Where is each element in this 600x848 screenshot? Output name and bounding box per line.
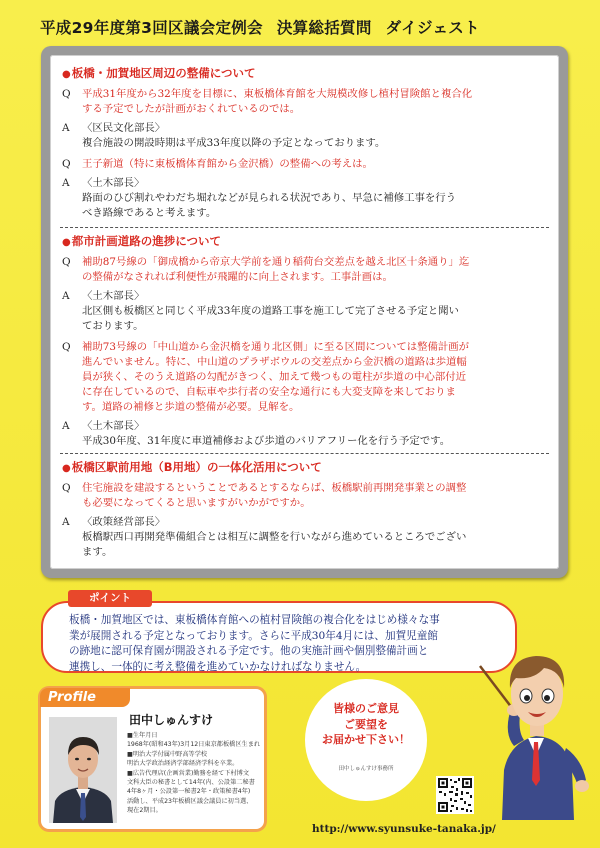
- whiteboard-surface: [50, 55, 559, 569]
- title-session: 平成29年度第3回区議会定例会: [40, 19, 263, 37]
- point-text: 板橋・加賀地区では、東板橋体育館への植村冒険館の複合化をはじめ様々な事 業が展開される予定となっております。さらに平成30年4月には、加賀児童館 の跡地に認可保育園が開設される予定です。他の実施計画や個別整備計画と 連携し、一体的に考え整備を進めていかなければなりません。: [69, 614, 440, 673]
- a-mark: A: [62, 122, 70, 134]
- q-mark: Q: [62, 158, 71, 170]
- a-mark: A: [62, 177, 70, 189]
- answer-block: [62, 419, 549, 449]
- question-block: [62, 87, 549, 117]
- answer-role: 〈土木部長〉: [82, 177, 145, 189]
- section-itabashi-kaga: [62, 65, 549, 221]
- profile-info: ■生年月日 1968年(昭和43年)3月12日東京都板橋区生まれ ■明治大学付属中野高等学校 明治大学政治経済学部経済学科を卒業。 ■広告代理店(企画営業)勤務を経て下村博文 文科大臣の秘書として14年(内、公設第二秘書 4年8ヶ月・公設第一秘書2年・政策秘書4年) 活動し、平成23年板橋区議会議員に初当選、 現在2期目。: [127, 732, 261, 815]
- point-label: ポイント: [68, 590, 152, 607]
- question-block: [62, 340, 549, 415]
- website-url[interactable]: http://www.syunsuke-tanaka.jp/: [312, 823, 496, 835]
- title-digest: ダイジェスト: [385, 19, 480, 37]
- page-title: [40, 16, 480, 38]
- profile-tab: Profile: [40, 688, 130, 707]
- contact-circle: [305, 679, 427, 801]
- q-mark: Q: [62, 341, 71, 353]
- question-text: 王子新道（特に東板橋体育館から金沢橋）の整備への考えは。: [82, 158, 373, 170]
- answer-text: 平成30年度、31年度に車道補修および歩道のバリアフリー化を行う予定です。: [82, 435, 451, 447]
- q-mark: Q: [62, 482, 71, 494]
- point-box: [41, 601, 517, 673]
- question-text: 補助73号線の「中山道から金沢橋を通り北区側」に至る区間については整備計画が 進んでいません。特に、中山道のプラザボウルの交差点から金沢橋の道路は歩道幅 員が狭く、そのうえ道路の勾配がきつく、加えて幾つもの電柱が歩道の中心部付近 に存在しているので、自転車や歩行者の安全な通行にも大変支障を来しておりま す。道路の補修と歩道の整備が必要。見解を。: [82, 341, 470, 413]
- office-name: 田中しゅんすけ事務所: [338, 766, 394, 772]
- answer-block: [62, 176, 549, 221]
- q-mark: Q: [62, 256, 71, 268]
- profile-photo: [49, 717, 117, 823]
- a-mark: A: [62, 290, 70, 302]
- profile-card: [41, 689, 264, 829]
- contact-message: 皆様のご意見 ご要望を お届かせ下さい！: [322, 702, 410, 746]
- section-title: ●板橋・加賀地区周辺の整備について: [62, 66, 256, 80]
- title-question: 決算総括質問: [276, 19, 372, 37]
- whiteboard: [41, 46, 568, 578]
- question-block: [62, 481, 549, 511]
- section-title: ●都市計画道路の進捗について: [62, 234, 222, 248]
- q-mark: Q: [62, 88, 71, 100]
- section-divider: [60, 453, 549, 454]
- question-text: 平成31年度から32年度を目標に、東板橋体育館を大規模改修し植村冒険館と複合化 する予定でしたが計画がおくれているのでは。: [82, 88, 473, 115]
- question-text: 補助87号線の「御成橋から帝京大学前を通り稲荷台交差点を越え北区十条通り」迄 の整備がなされれば利便性が飛躍的に向上されます。工事計画は。: [82, 256, 470, 283]
- question-text: 住宅施設を建設するということであるとするならば、板橋駅前再開発事業との調整 も必要になってくると思いますがいかがですか。: [82, 482, 467, 509]
- answer-role: 〈土木部長〉: [82, 290, 145, 302]
- section-divider: [60, 227, 549, 228]
- cartoon-character-illustration: [474, 630, 594, 820]
- answer-block: [62, 515, 549, 560]
- a-mark: A: [62, 420, 70, 432]
- answer-role: 〈土木部長〉: [82, 420, 145, 432]
- section-title: ●板橋区駅前用地（B用地）の一体化活用について: [62, 460, 322, 474]
- answer-role: 〈政策経営部長〉: [82, 516, 166, 528]
- a-mark: A: [62, 516, 70, 528]
- answer-role: 〈区民文化部長〉: [82, 122, 166, 134]
- section-city-planning-roads: [62, 233, 549, 449]
- answer-text: 板橋駅西口再開発準備組合とは相互に調整を行いながら進めているところでござい ます。: [82, 531, 467, 558]
- answer-block: [62, 121, 549, 151]
- profile-name: 田中しゅんすけ: [129, 713, 214, 727]
- section-station-land: [62, 459, 549, 560]
- answer-text: 北区側も板橋区と同じく平成33年度の道路工事を施工して完了させる予定と聞い ております。: [82, 305, 459, 332]
- answer-text: 路面のひび割れやわだち堀れなどが見られる状況であり、早急に補修工事を行う べき路線であると考えます。: [82, 192, 457, 219]
- answer-text: 複合施設の開設時期は平成33年度以降の予定となっております。: [82, 137, 386, 149]
- header: [0, 12, 600, 42]
- question-block: [62, 157, 549, 172]
- question-block: [62, 255, 549, 285]
- qr-code[interactable]: [436, 776, 474, 814]
- answer-block: [62, 289, 549, 334]
